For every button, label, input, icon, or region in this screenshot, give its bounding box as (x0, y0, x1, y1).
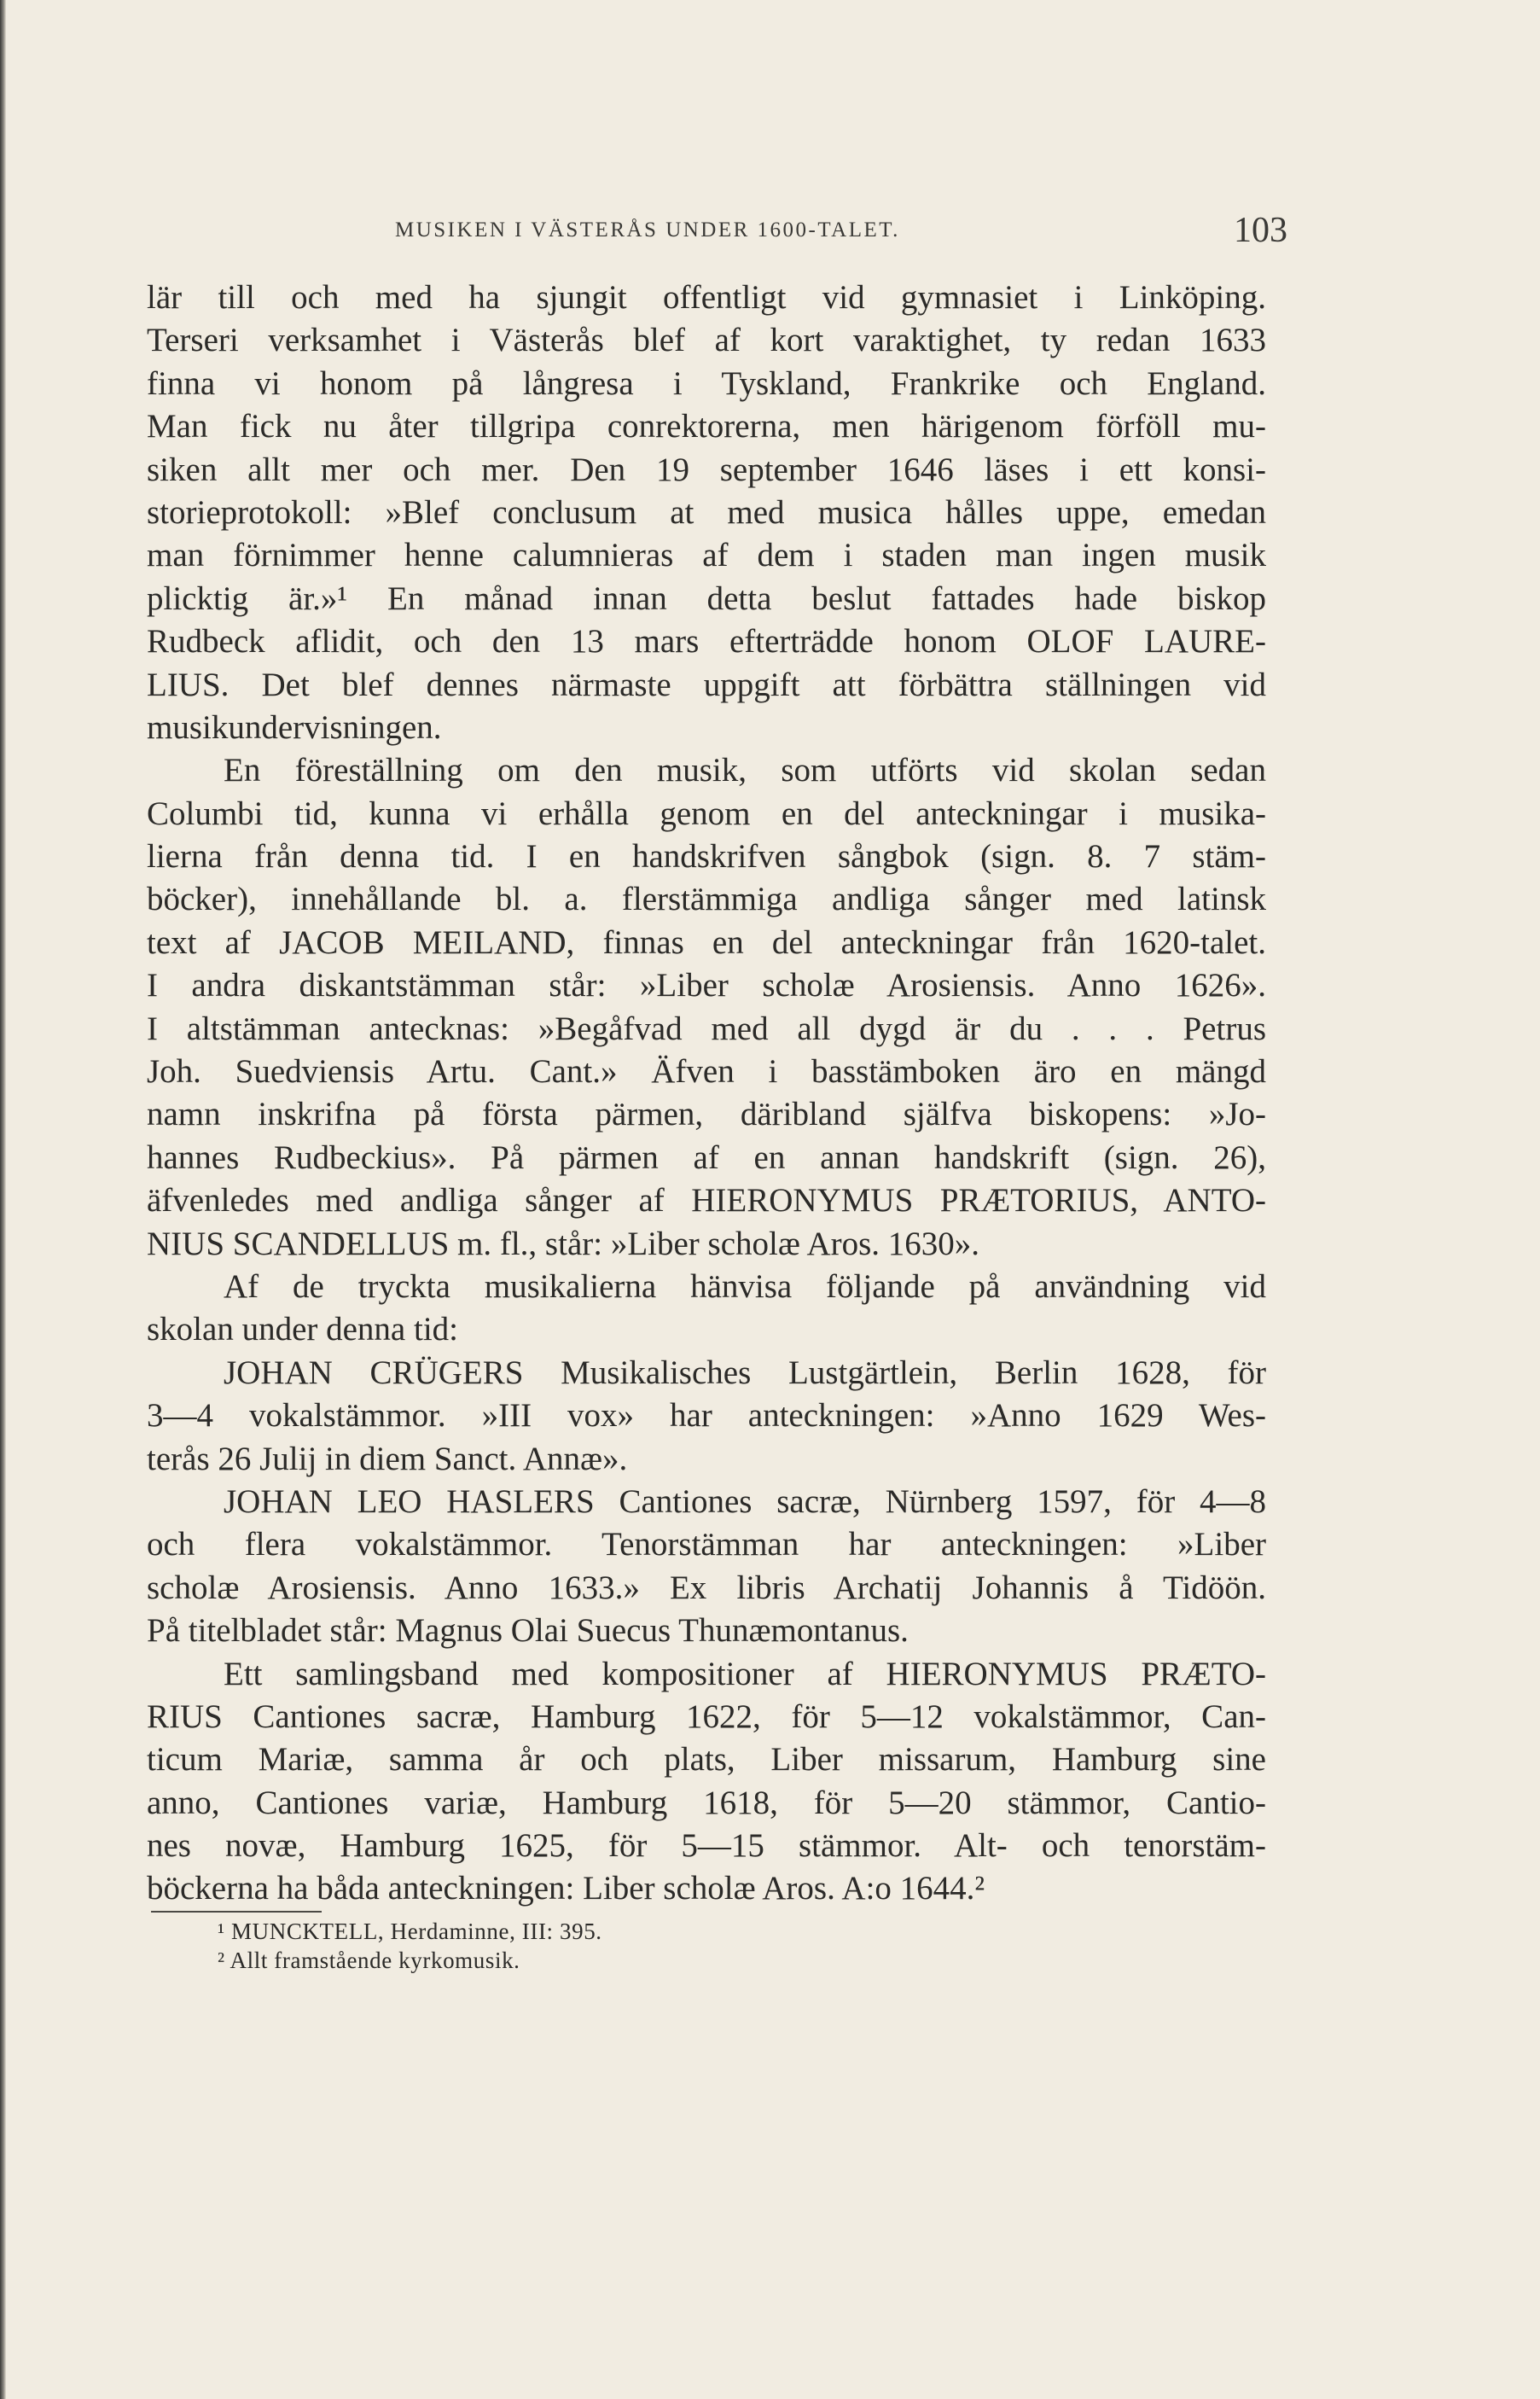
text-line: äfvenledes med andliga sånger af HIERONYMUS PRÆTORIUS, ANTO- (147, 1182, 1266, 1220)
text-line: musikundervisningen. (147, 708, 442, 746)
text-line: man förnimmer henne calumnieras af dem i staden man ingen musik (147, 537, 1266, 574)
text-line: skolan under denna tid: (147, 1311, 458, 1348)
running-title: MUSIKEN I VÄSTERÅS UNDER 1600-TALET. (395, 218, 900, 242)
page-binding-edge (0, 0, 6, 2399)
text-line: En föreställning om den musik, som utförts vid skolan sedan (224, 752, 1266, 789)
text-line: böckerna ha båda anteckningen: Liber scholæ Aros. A:o 1644.² (147, 1870, 985, 1907)
text-line: ticum Mariæ, samma år och plats, Liber missarum, Hamburg sine (147, 1741, 1266, 1779)
text-line: namn inskrifna på första pärmen, däribland själfva biskopens: »Jo- (147, 1096, 1266, 1133)
text-line: hannes Rudbeckius». På pärmen af en annan handskrift (sign. 26), (147, 1138, 1266, 1176)
footnote: ¹ MUNCKTELL, Herdaminne, III: 395. (218, 1919, 602, 1944)
text-line: Af de tryckta musikalierna hänvisa följande på användning vid (224, 1267, 1266, 1305)
footnote: ² Allt framstående kyrkomusik. (218, 1948, 520, 1973)
text-line: siken allt mer och mer. Den 19 september 1646 läses i ett konsi- (147, 451, 1266, 488)
text-line: LIUS. Det blef dennes närmaste uppgift att förbättra ställningen vid (147, 666, 1266, 703)
text-line: JOHAN LEO HASLERS Cantiones sacræ, Nürnberg 1597, för 4—8 (224, 1482, 1266, 1520)
text-line: RIUS Cantiones sacræ, Hamburg 1622, för 5—12 vokalstämmor, Can- (147, 1697, 1266, 1735)
text-line: nes novæ, Hamburg 1625, för 5—15 stämmor. Alt- och tenorstäm- (147, 1827, 1266, 1865)
text-line: scholæ Arosiensis. Anno 1633.» Ex libris Archatij Johannis å Tidöön. (147, 1569, 1266, 1606)
text-line: I andra diskantstämman står: »Liber scholæ Arosiensis. Anno 1626». (147, 967, 1266, 1004)
text-line: 3—4 vokalstämmor. »III vox» har anteckningen: »Anno 1629 Wes- (147, 1397, 1266, 1435)
text-line: Terseri verksamhet i Västerås blef af kort varaktighet, ty redan 1633 (147, 322, 1266, 359)
text-line: storieprotokoll: »Blef conclusum at med musica hålles uppe, emedan (147, 493, 1266, 531)
text-line: text af JACOB MEILAND, finnas en del anteckningar från 1620-talet. (147, 923, 1266, 961)
page-number: 103 (1234, 211, 1287, 250)
text-line: NIUS SCANDELLUS m. fl., står: »Liber scholæ Aros. 1630». (147, 1225, 980, 1262)
text-line: Joh. Suedviensis Artu. Cant.» Äfven i basstämboken äro en mängd (147, 1053, 1266, 1091)
text-line: JOHAN CRÜGERS Musikalisches Lustgärtlein, Berlin 1628, för (224, 1354, 1266, 1391)
text-line: I altstämman antecknas: »Begåfvad med all dygd är du . . . Petrus (147, 1010, 1266, 1047)
text-line: Man fick nu åter tillgripa conrektorerna, men härigenom förföll mu- (147, 408, 1266, 445)
text-line: Rudbeck aflidit, och den 13 mars efterträdde honom OLOF LAURE- (147, 623, 1266, 661)
text-line: lierna från denna tid. I en handskrifven sångbok (sign. 8. 7 stäm- (147, 838, 1266, 876)
text-line: böcker), innehållande bl. a. flerstämmiga andliga sånger med latinsk (147, 881, 1266, 918)
page-header (0, 210, 1540, 261)
text-line: Ett samlingsband med kompositioner af HIERONYMUS PRÆTO- (224, 1655, 1266, 1692)
footnote-divider (151, 1911, 322, 1913)
text-line: terås 26 Julij in diem Sanct. Annæ». (147, 1440, 628, 1477)
text-line: lär till och med ha sjungit offentligt vid gymnasiet i Linköping. (147, 279, 1266, 316)
text-line: finna vi honom på långresa i Tyskland, Frankrike och England. (147, 364, 1266, 402)
text-line: och flera vokalstämmor. Tenorstämman har anteckningen: »Liber (147, 1526, 1266, 1563)
text-line: Columbi tid, kunna vi erhålla genom en del anteckningar i musika- (147, 795, 1266, 832)
text-line: anno, Cantiones variæ, Hamburg 1618, för 5—20 stämmor, Cantio- (147, 1784, 1266, 1821)
footnotes (218, 1917, 985, 1975)
text-line: På titelbladet står: Magnus Olai Suecus Thunæmontanus. (147, 1612, 909, 1650)
body-text (147, 277, 1266, 1911)
text-line: plicktig är.»¹ En månad innan detta beslut fattades hade biskop (147, 579, 1266, 617)
